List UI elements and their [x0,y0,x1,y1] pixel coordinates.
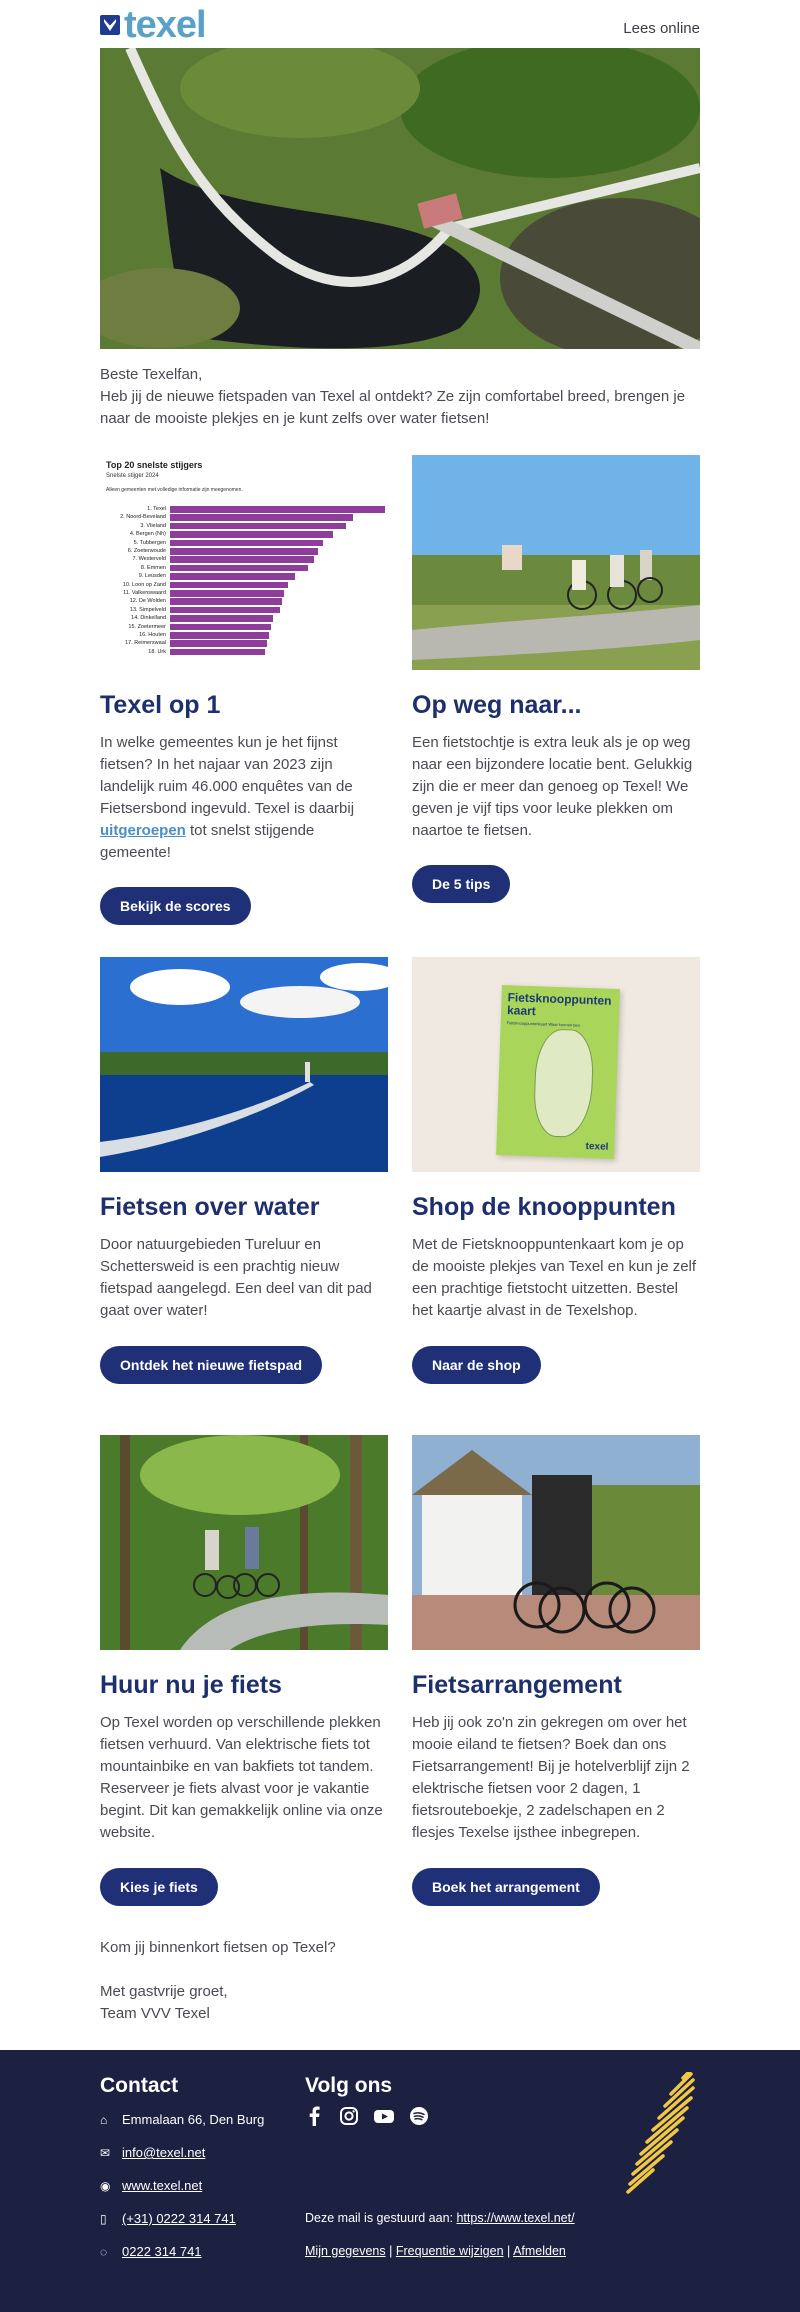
closing-team: Team VVV Texel [100,2005,210,2022]
ranking-caption: Alleen gemeenten met volledige informatie zijn meegenomen. [106,487,243,493]
card-title: Op weg naar... [412,691,582,719]
phone-icon: ▯ [100,2211,107,2226]
contact-title: Contact [100,2074,179,2097]
map-cover [496,985,620,1159]
ranking-bar [170,649,265,656]
map-logo: texel [585,1141,609,1153]
vvv-shield-icon [100,15,120,35]
forest-cyclists-photo [100,1435,388,1650]
parked-bikes-photo [412,1435,700,1650]
email-link[interactable]: info@texel.net [122,2145,206,2160]
hero-image [100,48,700,349]
phone-link[interactable]: (+31) 0222 314 741 [122,2211,236,2226]
ranking-label: 1. Texel [147,506,166,512]
card-title: Huur nu je fiets [100,1671,282,1699]
closing-question: Kom jij binnenkort fietsen op Texel? [100,1939,336,1956]
ranking-row [100,589,388,597]
ranking-row [100,530,388,538]
uitgeroepen-link[interactable]: uitgeroepen [100,822,186,839]
ranking-bar [170,598,282,605]
ranking-bar [170,573,295,580]
water-path-photo [100,957,388,1172]
ranking-label: 12. De Wolden [129,598,166,605]
separator: | [389,2244,393,2258]
ranking-row [100,522,388,530]
ranking-label: 2. Noord-Beveland [120,514,166,521]
cyclists-illustration [412,455,700,670]
unsubscribe-link[interactable]: Afmelden [513,2244,566,2258]
card-title: Fietsen over water [100,1193,320,1221]
card-title: Texel op 1 [100,691,221,719]
card-text: Op Texel worden op verschillende plekken fietsen verhuurd. Van elektrische fiets tot mountainbike en van bakfiets tot tandem. Reserveer je fiets alvast voor je vakantie begint. Dit kan gemakkelijk online via onze website. [100,1714,383,1841]
card-huur-fiets [100,1435,388,1844]
ranking-row [100,564,388,572]
my-data-link[interactable]: Mijn gegevens [305,2244,386,2258]
whatsapp-icon: ◌ [100,2244,108,2259]
ranking-row [100,597,388,605]
ranking-label: 9. Leusden [138,573,166,580]
email-row [100,2145,205,2160]
map-subtitle: Fietsknooppuntenkaart Waar kunnen ben [506,1020,580,1028]
ranking-title: Top 20 snelste stijgers [106,460,203,470]
yellow-stripes-decoration [625,2072,700,2197]
ranking-bar [170,582,288,589]
ranking-row [100,606,388,614]
read-online-link[interactable]: Lees online [623,20,700,37]
ranking-bar [170,607,280,614]
naar-de-shop-button[interactable]: Naar de shop [412,1346,541,1384]
aerial-bike-path-illustration [100,48,700,349]
ranking-label: 6. Zoeterwoude [127,548,166,554]
ranking-bar [170,640,267,647]
follow-title: Volg ons [305,2074,393,2097]
ranking-bar [170,523,346,530]
spotify-icon[interactable] [409,2106,429,2131]
address-row [100,2112,264,2127]
ranking-label: 16. Houten [139,632,166,638]
social-links [305,2106,429,2131]
card-text-part: In welke gemeentes kun je het fijnst fietsen? In het najaar van 2023 zijn landelijk ruim 46.000 enquêtes van de Fietsersbond ingevuld. Texel is daarbij [100,734,355,817]
instagram-icon[interactable] [339,2106,359,2131]
ranking-row [100,513,388,521]
preference-links [305,2244,566,2258]
ranking-row [100,547,388,555]
website-row [100,2178,202,2193]
ranking-label: 17. Reimerswaal [125,640,166,647]
card-text: Heb jij ook zo'n zin gekregen om over het mooie eiland te fietsen? Boek dan ons Fietsarrangement! Bij je hotelverblijf zijn 2 elektrische fietsen voor 2 dagen, 1 fietsrouteboekje, 2 zadelschapen en 2 flesjes Texelse ijsthee inbegrepen. [412,1714,690,1841]
ranking-label: 8. Emmen [140,564,166,571]
greeting: Beste Texelfan, [100,366,203,383]
water-path-illustration [100,957,388,1172]
card-title: Fietsarrangement [412,1671,622,1699]
ranking-bar [170,540,323,547]
ranking-bar [170,615,273,622]
globe-icon: ◉ [100,2178,111,2193]
ranking-chart-image [100,455,388,670]
website-link[interactable]: www.texel.net [122,2178,203,2193]
ranking-row [100,555,388,563]
card-text: Door natuurgebieden Tureluur en Schettersweid is een prachtig nieuw fietspad aangelegd. Een deel van dit pad gaat over water! [100,1236,372,1319]
kies-je-fiets-button[interactable]: Kies je fiets [100,1868,218,1906]
ranking-label: 15. Zoetermeer [128,623,166,630]
ranking-bar [170,565,308,572]
ranking-label: 11. Valkenswaard [123,590,166,596]
card-fietsen-over-water [100,957,388,1322]
card-text: Een fietstochtje is extra leuk als je op weg naar een bijzondere locatie bent. Gelukkig zijn die er meer dan genoeg op Texel! We geven je vijf tips voor leuke plekken om naartoe te fietsen. [412,734,693,839]
ranking-bar [170,624,271,631]
ranking-bar [170,556,314,563]
cyclists-photo [412,455,700,670]
youtube-icon[interactable] [373,2106,395,2131]
card-fietsarrangement [412,1435,700,1844]
ranking-subtitle: Snelste stijger 2024 [106,473,159,479]
forest-illustration [100,1435,388,1650]
whatsapp-row [100,2244,202,2259]
sent-to-note [305,2211,575,2225]
ranking-row [100,623,388,631]
sent-to-link[interactable]: https://www.texel.net/ [456,2211,575,2225]
ranking-row [100,614,388,622]
ranking-row [100,581,388,589]
intro-text [100,364,700,430]
bekijk-scores-button[interactable]: Bekijk de scores [100,887,251,925]
ranking-label: 18. Urk [148,648,166,655]
ranking-label: 10. Loon op Zand [122,581,166,588]
logo-text: texel [124,4,206,46]
card-shop-knooppunten [412,957,700,1322]
ranking-bar [170,548,318,555]
ranking-label: 13. Simpelveld [129,606,166,613]
sent-to-label: Deze mail is gestuurd aan: [305,2211,457,2225]
card-text-part: tot snelst stijgende gemeente! [100,822,315,861]
map-title: Fietsknooppunten kaart [506,990,612,1019]
ranking-label: 5. Tubbergen [133,539,166,546]
card-text [100,732,388,864]
frequency-link[interactable]: Frequentie wijzigen [395,2244,504,2258]
ranking-bar [170,531,333,538]
ranking-row [100,639,388,647]
ranking-label: 7. Westerveld [132,556,166,563]
email-header [100,0,700,48]
closing-regards: Met gastvrije groet, [100,1983,228,2000]
whatsapp-link[interactable]: 0222 314 741 [122,2244,202,2259]
envelope-icon: ✉ [100,2145,111,2160]
facebook-icon[interactable] [305,2106,325,2131]
ranking-label: 4. Bergen (Nh) [129,531,166,538]
ranking-row [100,505,388,513]
ranking-bar [170,590,284,597]
ontdek-fietspad-button[interactable]: Ontdek het nieuwe fietspad [100,1346,322,1384]
home-icon: ⌂ [100,2112,108,2127]
bikes-house-illustration [412,1435,700,1650]
address-text: Emmalaan 66, Den Burg [122,2112,265,2127]
ranking-row [100,631,388,639]
boek-arrangement-button[interactable]: Boek het arrangement [412,1868,600,1906]
intro-body: Heb jij de nieuwe fietspaden van Texel al ontdekt? Ze zijn comfortabel breed, brengen je naar de mooiste plekjes en je kunt zelfs over water fietsen! [100,388,686,427]
phone-row [100,2211,236,2226]
card-texel-op-1 [100,455,388,864]
card-text: Met de Fietsknooppuntenkaart kom je op de mooiste plekjes van Texel en kun je zelf een prachtige fietstocht uitzetten. Bestel het kaartje alvast in de Texelshop. [412,1236,697,1319]
ranking-row [100,648,388,656]
ranking-row [100,539,388,547]
de-5-tips-button[interactable]: De 5 tips [412,865,510,903]
island-map [533,1028,595,1138]
texel-logo[interactable] [100,6,206,44]
card-op-weg-naar [412,455,700,842]
ranking-label: 3. Vlieland [140,522,166,529]
ranking-bar [170,514,353,521]
ranking-bar [170,506,385,513]
card-title: Shop de knooppunten [412,1193,676,1221]
ranking-bar [170,632,269,639]
separator: | [507,2244,511,2258]
ranking-label: 14. Dinkelland [131,615,166,622]
map-product-photo [412,957,700,1172]
ranking-row [100,572,388,580]
